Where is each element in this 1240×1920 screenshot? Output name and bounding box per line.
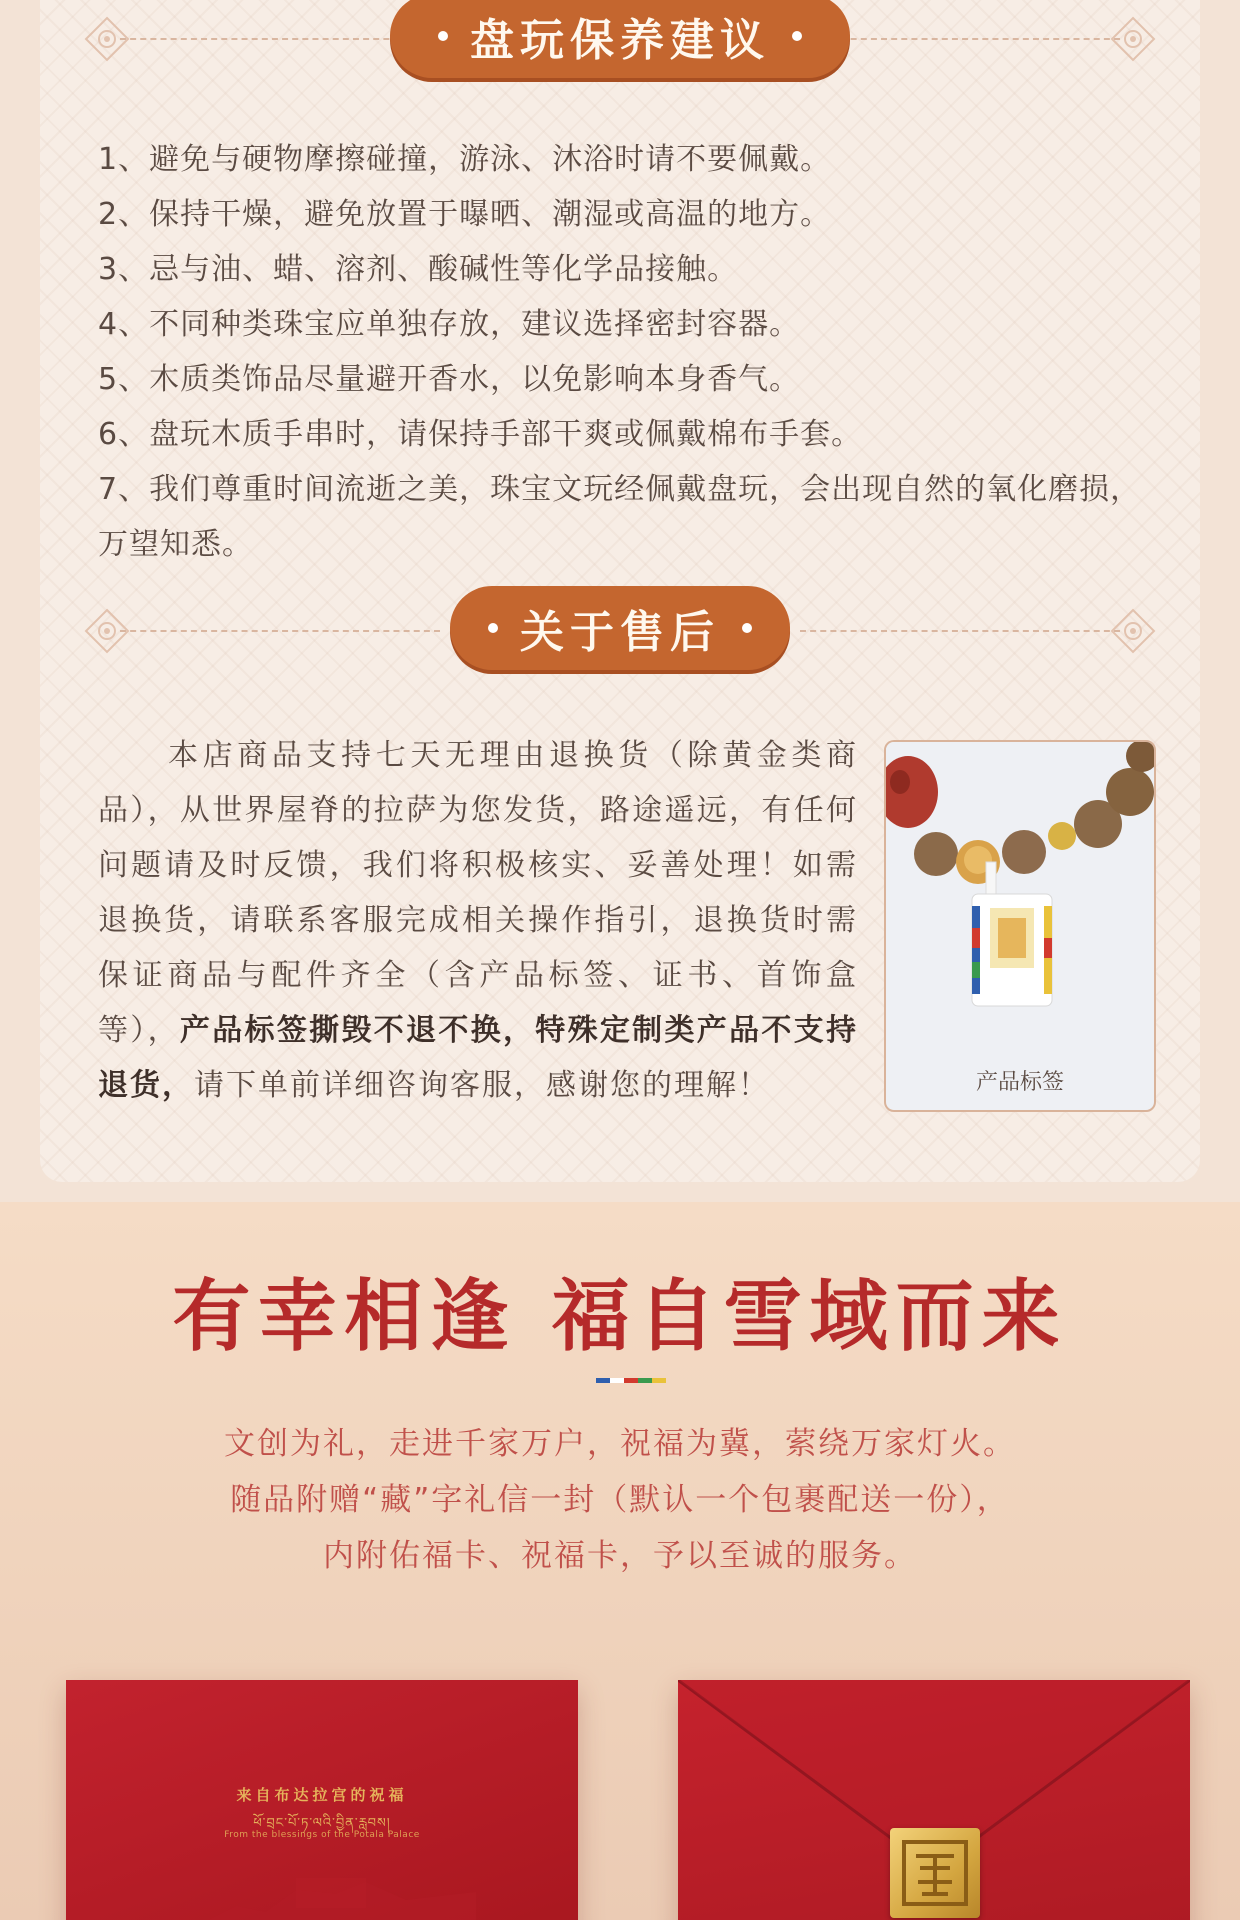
aftersale-text-normal: 本店商品支持七天无理由退换货（除黄金类商品），从世界屋脊的拉萨为您发货，路途遥远，有任何问题请及时反馈，我们将积极核实、妥善处理！如需退换货，请联系客服完成相关操作指引，退换货时需保证商品与配件齐全（含产品标签、证书、首饰盒等）， <box>98 738 858 1048</box>
aftersale-policy-text <box>98 728 858 1113</box>
color-bar-segment <box>652 1378 666 1383</box>
auspicious-cloud-icon <box>84 608 130 654</box>
color-bar-segment <box>624 1378 638 1383</box>
dot-icon <box>488 623 498 633</box>
dot-icon <box>438 31 448 41</box>
aftersale-text-end: 请下单前详细咨询客服，感谢您的理解！ <box>194 1068 770 1103</box>
color-bar-segment <box>610 1378 624 1383</box>
gift-description-line: 随品附赠“藏”字礼信一封（默认一个包裹配送一份）， <box>230 1482 1010 1518</box>
zang-character-seal-icon <box>890 1828 980 1918</box>
dot-icon <box>742 623 752 633</box>
envelope-tibetan-script: ཕོ་བྲང་པོ་ཏ་ལའི་བྱིན་རླབས། <box>253 1816 391 1831</box>
care-tip: 3、忌与油、蜡、溶剂、酸碱性等化学品接触。 <box>98 252 739 287</box>
care-section-header <box>40 0 1200 84</box>
care-tip: 2、保持干燥，避免放置于曝晒、潮湿或高温的地方。 <box>98 197 832 232</box>
aftersale-title: 关于售后 <box>520 607 720 658</box>
prayer-flag-color-bar <box>596 1378 666 1383</box>
aftersale-text-bold: 产品标签撕毁不退不换，特殊定制类产品不支持退货， <box>98 1013 859 1103</box>
seal-glyph-icon <box>900 1838 970 1908</box>
care-tips-list <box>98 132 1198 572</box>
care-tip: 1、避免与硬物摩擦碰撞，游泳、沐浴时请不要佩戴。 <box>98 142 832 177</box>
product-tag-figure <box>884 740 1156 1112</box>
gift-title: 有幸相逢 福自雪域而来 <box>172 1271 1068 1362</box>
care-tip: 5、木质类饰品尽量避开香水，以免影响本身香气。 <box>98 362 801 397</box>
care-title: 盘玩保养建议 <box>470 15 770 66</box>
auspicious-cloud-icon <box>84 16 130 62</box>
care-title-pill <box>390 0 850 78</box>
gift-envelope-back <box>66 1680 578 1920</box>
header-divider-right <box>800 630 1120 632</box>
gift-description-line: 文创为礼，走进千家万户，祝福为冀，萦绕万家灯火。 <box>224 1426 1016 1462</box>
care-tip: 6、盘玩木质手串时，请保持手部干爽或佩戴棉布手套。 <box>98 417 863 452</box>
product-tag-caption: 产品标签 <box>975 1070 1064 1095</box>
envelope-english-text: From the blessings of the Potala Palace <box>224 1830 420 1840</box>
care-aftersale-card <box>40 0 1200 1182</box>
gift-envelope-front <box>678 1680 1190 1920</box>
potala-palace-illustration <box>176 1856 476 1920</box>
auspicious-cloud-icon <box>1110 608 1156 654</box>
envelope-blessing-text: 来自布达拉宫的祝福 <box>236 1786 408 1804</box>
gift-section <box>0 1202 1240 1920</box>
gift-description-line: 内附佑福卡、祝福卡，予以至诚的服务。 <box>323 1538 917 1574</box>
aftersale-title-pill <box>450 586 790 670</box>
product-tag-photo <box>886 742 1154 1042</box>
aftersale-section-header <box>40 586 1200 676</box>
care-tip: 7、我们尊重时间流逝之美，珠宝文玩经佩戴盘玩，会出现自然的氧化磨损，万望知悉。 <box>98 472 1142 562</box>
care-tip: 4、不同种类珠宝应单独存放，建议选择密封容器。 <box>98 307 801 342</box>
color-bar-segment <box>596 1378 610 1383</box>
auspicious-cloud-icon <box>1110 16 1156 62</box>
dot-icon <box>792 31 802 41</box>
header-divider-left <box>120 630 440 632</box>
color-bar-segment <box>638 1378 652 1383</box>
